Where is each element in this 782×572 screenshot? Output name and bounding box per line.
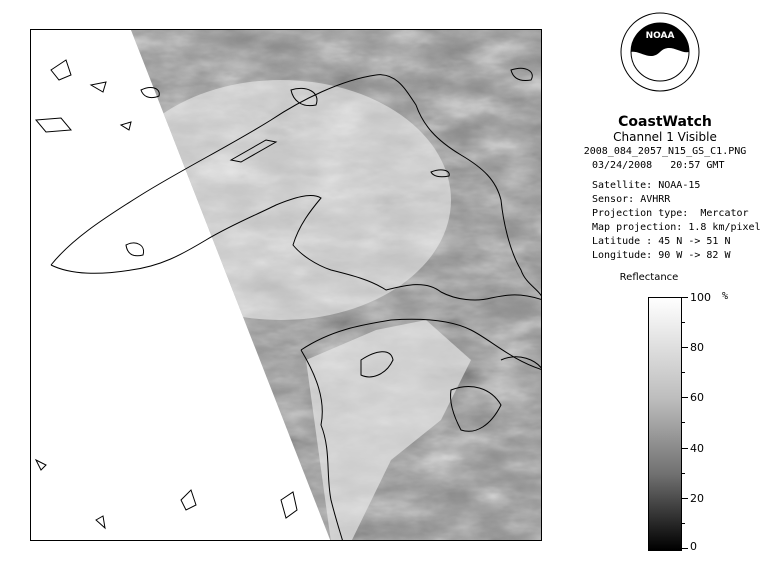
scale-label-100: 100 <box>690 291 711 304</box>
logo-text: NOAA <box>645 31 675 41</box>
noaa-logo <box>620 12 700 92</box>
acquisition-time: 20:57 GMT <box>670 160 725 171</box>
scale-minor-tick <box>682 372 685 373</box>
scale-title: Reflectance <box>619 272 679 283</box>
satellite-map <box>30 29 542 541</box>
product-title: CoastWatch <box>618 114 712 130</box>
scale-minor-tick <box>682 422 685 423</box>
scale-tick <box>682 448 688 449</box>
reflectance-colorbar <box>648 297 682 551</box>
acquisition-datetime <box>592 160 752 172</box>
channel-subtitle: Channel 1 Visible <box>613 130 717 144</box>
acquisition-date: 03/24/2008 <box>592 160 653 171</box>
scale-label-20: 20 <box>690 492 704 505</box>
metadata-longitude: Longitude: 90 W -> 82 W <box>592 250 731 261</box>
scale-tick <box>682 498 688 499</box>
scale-minor-tick <box>682 523 685 524</box>
metadata-projection-type: Projection type: Mercator <box>592 208 749 219</box>
scale-minor-tick <box>682 473 685 474</box>
metadata-latitude: Latitude : 45 N -> 51 N <box>592 236 731 247</box>
image-filename: 2008_084_2057_N15_GS_C1.PNG <box>583 146 747 157</box>
scale-tick <box>682 297 688 298</box>
imagery-swath <box>31 30 542 541</box>
scale-label-80: 80 <box>690 341 704 354</box>
scale-tick <box>682 397 688 398</box>
scale-tick <box>682 548 688 549</box>
scale-unit: % <box>722 291 729 302</box>
metadata-satellite: Satellite: NOAA-15 <box>592 180 701 191</box>
metadata-map-projection: Map projection: 1.8 km/pixel <box>592 222 761 233</box>
scale-label-0: 0 <box>690 540 697 553</box>
scale-label-60: 60 <box>690 391 704 404</box>
scale-label-40: 40 <box>690 442 704 455</box>
map-image <box>31 30 542 541</box>
scale-tick <box>682 347 688 348</box>
metadata-sensor: Sensor: AVHRR <box>592 194 671 205</box>
scale-minor-tick <box>682 322 685 323</box>
noaa-emblem-icon <box>620 12 700 92</box>
